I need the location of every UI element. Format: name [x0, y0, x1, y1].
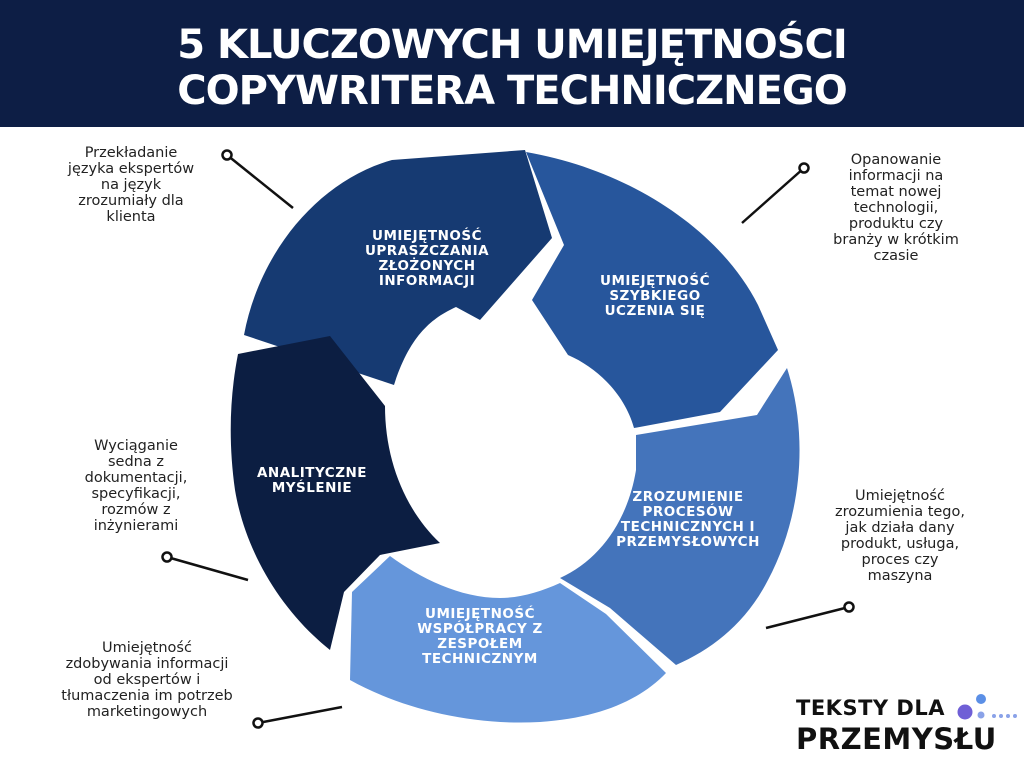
note-mid-right [808, 488, 992, 584]
label-line: SZYBKIEGO [609, 288, 701, 304]
connector-dot [845, 603, 854, 612]
note-line: marketingowych [86, 704, 208, 720]
note-line: sedna z [108, 454, 164, 470]
label-line: ANALITYCZNE [256, 465, 368, 481]
note-line: Umiejętność [855, 488, 945, 504]
label-line: MYŚLENIE [271, 480, 353, 496]
label-line: TECHNICZNYCH I [620, 519, 756, 535]
note-line: dokumentacji, [84, 470, 188, 486]
note-line: na język [100, 177, 162, 193]
note-line: zdobywania informacji [65, 656, 229, 672]
note-line: zrozumienia tego, [834, 504, 965, 520]
connector-line [167, 557, 248, 580]
segment-label-procesy [602, 490, 774, 550]
segment-label-analityczne [246, 466, 378, 496]
note-line: czasie [873, 248, 919, 264]
logo-dot-medium [976, 694, 986, 704]
note-bottom-left [24, 640, 270, 720]
note-line: branży w krótkim [833, 232, 959, 248]
note-line: maszyna [867, 568, 933, 584]
connector-line [227, 155, 293, 208]
label-line: WSPÓŁPRACY Z [417, 621, 543, 637]
label-line: INFORMACJI [378, 273, 476, 289]
label-line: PRZEMYSŁOWYCH [616, 534, 760, 550]
note-mid-left [45, 438, 227, 534]
connector-dot [223, 151, 232, 160]
label-line: ZŁOŻONYCH [378, 258, 476, 274]
connector-line [258, 707, 342, 723]
note-line: Wyciąganie [94, 438, 178, 454]
connector-line [766, 607, 849, 628]
note-line: proces czy [861, 552, 939, 568]
note-top-right [806, 152, 986, 264]
logo-dot-large [958, 705, 973, 720]
logo-dot-trail [992, 714, 1017, 718]
label-line: UMIEJĘTNOŚĆ [425, 606, 535, 622]
title-line-2: COPYWRITERA TECHNICZNEGO [177, 68, 847, 114]
note-line: zrozumiały dla [78, 193, 184, 209]
note-line: rozmów z [101, 502, 171, 518]
note-line: jak działa dany [845, 520, 955, 536]
label-line: UCZENIA SIĘ [604, 303, 706, 319]
note-line: Umiejętność [102, 640, 192, 656]
label-line: ZESPOŁEM [437, 636, 523, 652]
label-line: UMIEJĘTNOŚĆ [372, 228, 482, 244]
label-line: PROCESÓW [642, 504, 734, 520]
note-line: Opanowanie [850, 152, 942, 168]
connector-line [742, 168, 804, 223]
note-line: języka ekspertów [67, 161, 195, 177]
note-top-left [45, 145, 217, 225]
note-line: inżynierami [93, 518, 179, 534]
label-line: TECHNICZNYM [422, 651, 538, 667]
segment-label-wspolpraca [405, 607, 555, 667]
note-line: od ekspertów i [93, 672, 201, 688]
note-line: temat nowej [850, 184, 942, 200]
label-line: UMIEJĘTNOŚĆ [600, 273, 710, 289]
note-line: tłumaczenia im potrzeb [61, 688, 233, 704]
logo-line-1: TEKSTY DLA [796, 696, 945, 720]
segment-label-upraszczanie [352, 229, 502, 289]
note-line: informacji na [848, 168, 944, 184]
note-line: klienta [106, 209, 156, 225]
connector-dot [163, 553, 172, 562]
note-line: technologii, [853, 200, 939, 216]
note-line: Przekładanie [84, 145, 178, 161]
note-line: produkt, usługa, [840, 536, 960, 552]
logo-line-2: PRZEMYSŁU [796, 722, 997, 756]
title-line-1: 5 KLUCZOWYCH UMIEJĘTNOŚCI [177, 22, 847, 68]
label-line: ZROZUMIENIE [632, 489, 744, 505]
note-line: specyfikacji, [91, 486, 181, 502]
segment-label-uczenie [580, 274, 730, 319]
logo-dot-small [978, 712, 985, 719]
label-line: UPRASZCZANIA [364, 243, 490, 259]
note-line: produktu czy [848, 216, 944, 232]
